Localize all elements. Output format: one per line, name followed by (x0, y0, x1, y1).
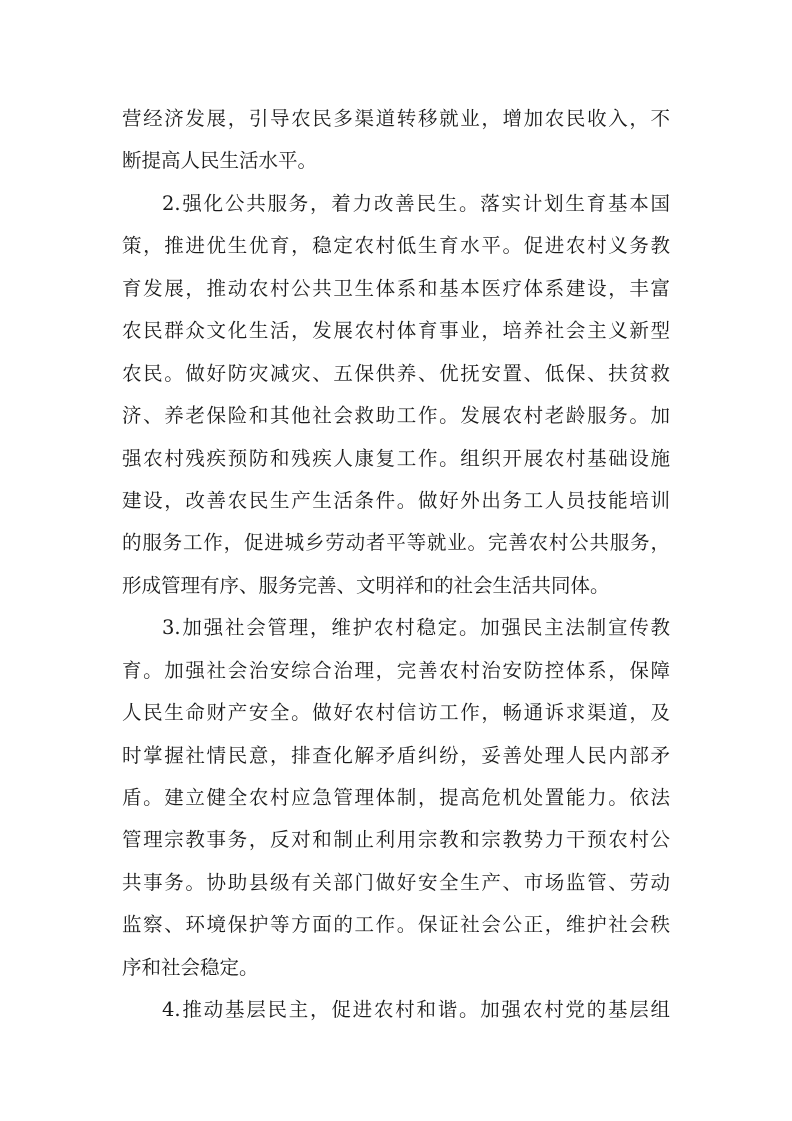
text-line: 人民生命财产安全。做好农村信访工作，畅通诉求渠道，及 (122, 701, 670, 725)
text-line: 策，推进优生优育，稳定农村低生育水平。促进农村义务教 (122, 234, 670, 258)
text-line: 断提高人民生活水平。 (122, 149, 318, 173)
text-line: 农民。做好防灾减灾、五保供养、优抚安置、低保、扶贫救 (122, 361, 670, 385)
text-line: 济、养老保险和其他社会救助工作。发展农村老龄服务。加 (122, 404, 670, 428)
text-line: 育发展，推动农村公共卫生体系和基本医疗体系建设，丰富 (122, 276, 670, 300)
text-line: 4.推动基层民主，促进农村和谐。加强农村党的基层组 (162, 998, 670, 1022)
text-line: 共事务。协助县级有关部门做好安全生产、市场监管、劳动 (122, 870, 670, 894)
text-line: 建设，改善农民生产生活条件。做好外出务工人员技能培训 (122, 488, 670, 512)
text-line: 监察、环境保护等方面的工作。保证社会公正，维护社会秩 (122, 913, 670, 937)
text-line: 序和社会稳定。 (122, 955, 259, 979)
document-body (122, 98, 670, 1032)
text-line: 农民群众文化生活，发展农村体育事业，培养社会主义新型 (122, 319, 670, 343)
text-line: 育。加强社会治安综合治理，完善农村治安防控体系，保障 (122, 658, 670, 682)
text-line: 2.强化公共服务，着力改善民生。落实计划生育基本国 (162, 191, 670, 215)
text-line: 盾。建立健全农村应急管理体制，提高危机处置能力。依法 (122, 786, 670, 809)
text-line: 的服务工作，促进城乡劳动者平等就业。完善农村公共服务， (122, 531, 670, 555)
text-line: 强农村残疾预防和残疾人康复工作。组织开展农村基础设施 (122, 446, 670, 470)
text-line: 3.加强社会管理，维护农村稳定。加强民主法制宣传教 (162, 616, 670, 640)
text-line: 形成管理有序、服务完善、文明祥和的社会生活共同体。 (122, 573, 610, 597)
text-line: 时掌握社情民意，排查化解矛盾纠纷，妥善处理人民内部矛 (122, 743, 670, 767)
text-line: 营经济发展，引导农民多渠道转移就业，增加农民收入，不 (122, 107, 670, 130)
text-line: 管理宗教事务，反对和制止利用宗教和宗教势力干预农村公 (122, 828, 670, 852)
